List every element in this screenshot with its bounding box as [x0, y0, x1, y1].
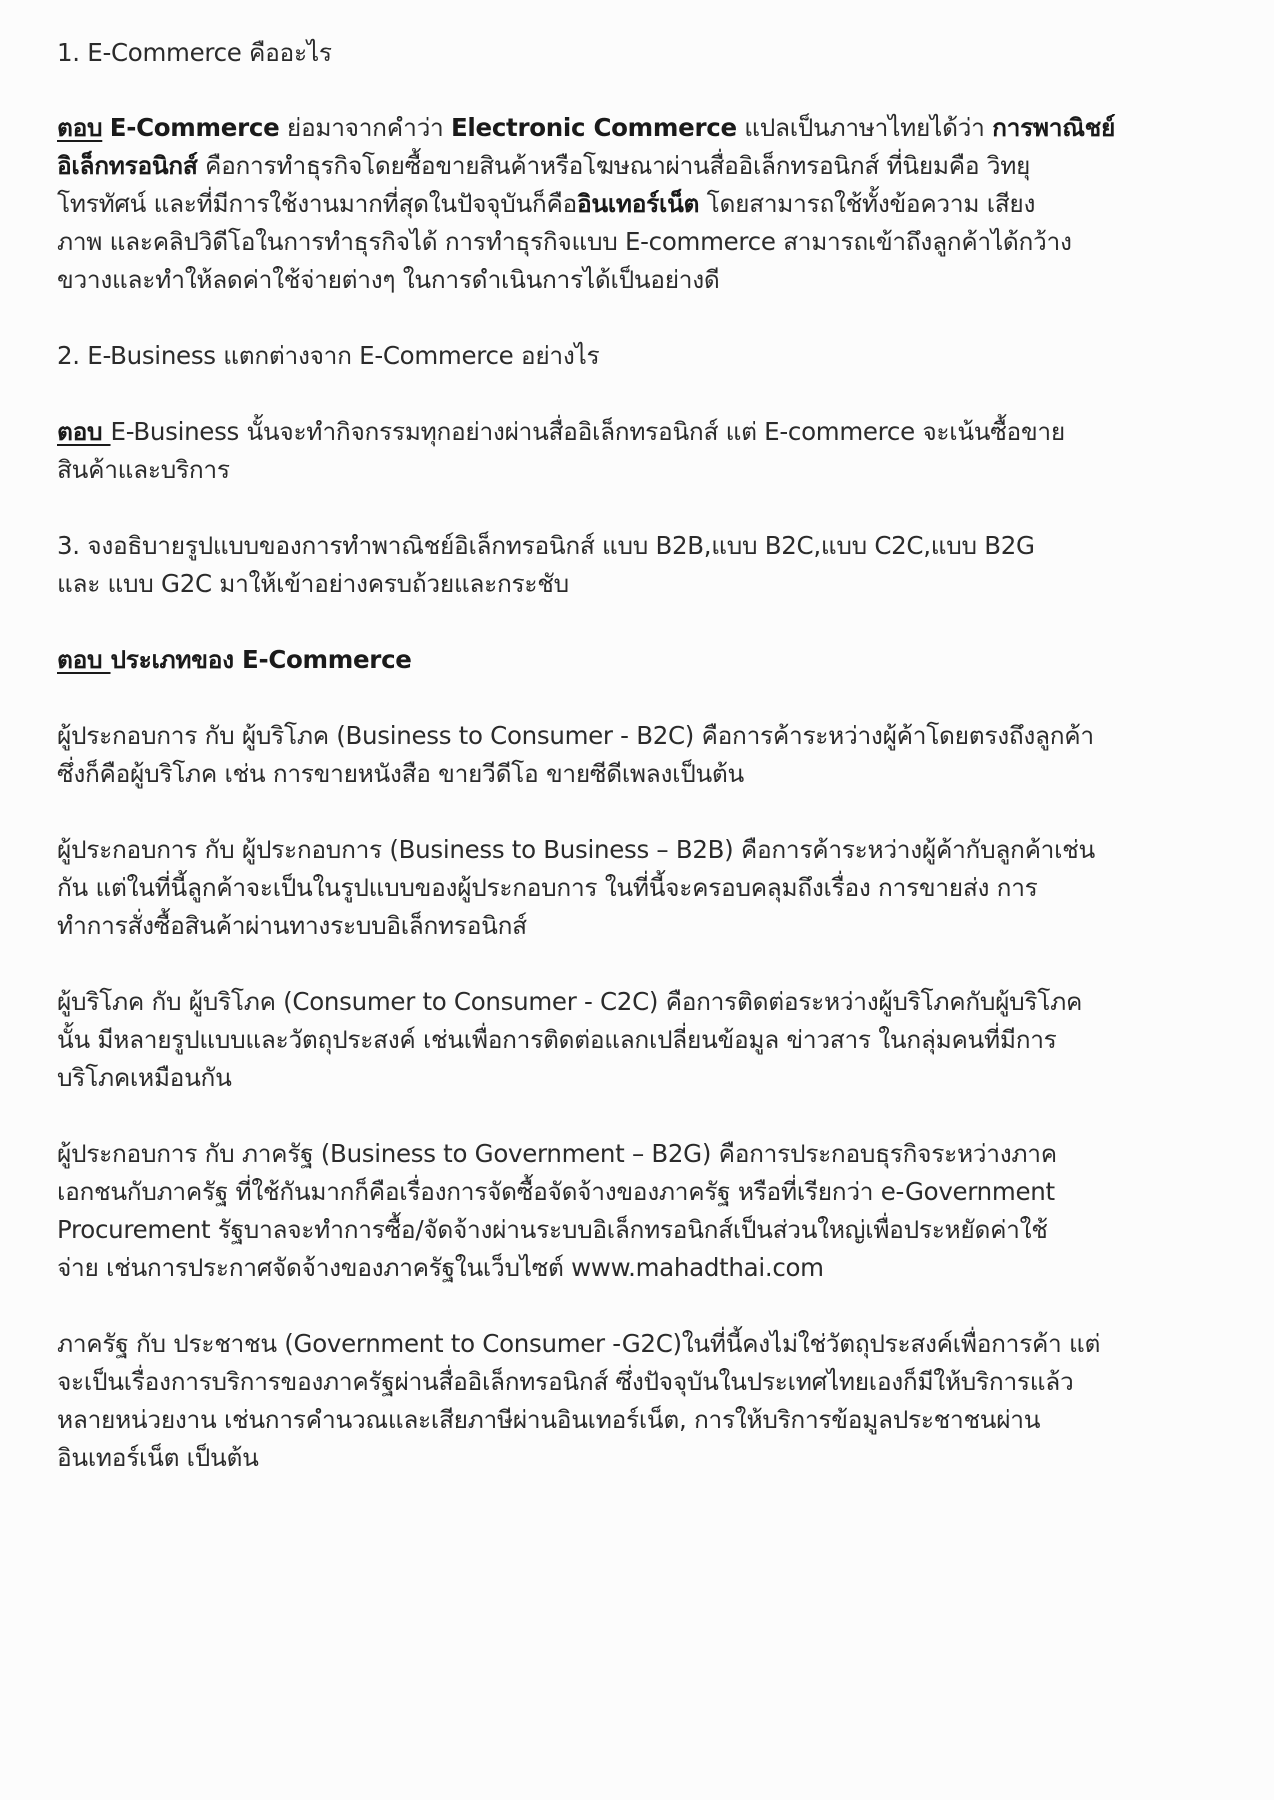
question-1: [57, 34, 332, 72]
term-thai-ecommerce: การพาณิชย์: [992, 113, 1116, 142]
g2c-line-2: จะเป็นเรื่องการบริการของภาครัฐผ่านสื่ออิเล็กทรอนิกส์ ซึ่งปัจจุบันในประเทศไทยเองก็มีให้บริการแล้ว: [57, 1367, 1074, 1396]
answer-label: ตอบ: [57, 417, 111, 446]
b2g-line-3: Procurement รัฐบาลจะทำการซื้อ/จัดจ้างผ่านระบบอิเล็กทรอนิกส์เป็นส่วนใหญ่เพื่อประหยัดค่าใช้: [57, 1215, 1048, 1244]
g2c-line-1: ภาครัฐ กับ ประชาชน (Government to Consumer -G2C)ในที่นี้คงไม่ใช่วัตถุประสงค์เพื่อการค้า แต่: [57, 1329, 1101, 1358]
g2c-line-3: หลายหน่วยงาน เช่นการคำนวณและเสียภาษีผ่านอินเทอร์เน็ต, การให้บริการข้อมูลประชาชนผ่าน: [57, 1405, 1041, 1434]
answer-2-line-2: สินค้าและบริการ: [57, 455, 230, 484]
text: แปลเป็นภาษาไทยได้ว่า: [736, 113, 993, 142]
text: โดยสามารถใช้ทั้งข้อความ เสียง: [699, 189, 1036, 218]
b2b-line-2: กัน แต่ในที่นี้ลูกค้าจะเป็นในรูปแบบของผู้ประกอบการ ในที่นี้จะครอบคลุมถึงเรื่อง การขายส่ง การ: [57, 873, 1038, 902]
question-3-line-2: และ แบบ G2C มาให้เข้าอย่างครบถ้วยและกระชับ: [57, 569, 569, 598]
answer-1-line-3: [57, 185, 1035, 223]
term-electronics: อิเล็กทรอนิกส์: [57, 151, 198, 180]
b2g-line-4: จ่าย เช่นการประกาศจัดจ้างของภาครัฐในเว็บไซต์ www.mahadthai.com: [57, 1253, 824, 1282]
term-ecommerce: E-Commerce: [109, 113, 280, 142]
c2c-line-3: บริโภคเหมือนกัน: [57, 1063, 232, 1092]
text: ย่อมาจากคำว่า: [279, 113, 451, 142]
answer-3-title: ประเภทของ E-Commerce: [110, 645, 412, 674]
answer-1-line-5: ขวางและทำให้ลดค่าใช้จ่ายต่างๆ ในการดำเนินการได้เป็นอย่างดี: [57, 265, 720, 294]
b2c-line-2: ซึ่งก็คือผู้บริโภค เช่น การขายหนังสือ ขายวีดีโอ ขายซีดีเพลงเป็นต้น: [57, 759, 744, 788]
answer-1-line-1: [57, 109, 1115, 147]
answer-1-line-2: [57, 147, 1030, 185]
b2g-line-1: ผู้ประกอบการ กับ ภาครัฐ (Business to Government – B2G) คือการประกอบธุรกิจระหว่างภาค: [57, 1139, 1057, 1168]
text: โทรทัศน์ และที่มีการใช้งานมากที่สุดในปัจจุบันก็คือ: [57, 189, 577, 218]
b2b-line-1: ผู้ประกอบการ กับ ผู้ประกอบการ (Business to Business – B2B) คือการค้าระหว่างผู้ค้ากับลูกค้าเช่น: [57, 835, 1095, 864]
g2c-line-4: อินเทอร์เน็ต เป็นต้น: [57, 1443, 259, 1472]
question-1-text: 1. E-Commerce คืออะไร: [57, 38, 332, 67]
answer-2-line-1: [57, 413, 1065, 451]
question-3-line-1: 3. จงอธิบายรูปแบบของการทำพาณิชย์อิเล็กทรอนิกส์ แบบ B2B,แบบ B2C,แบบ C2C,แบบ B2G: [57, 531, 1035, 560]
b2c-line-1: ผู้ประกอบการ กับ ผู้บริโภค (Business to Consumer - B2C) คือการค้าระหว่างผู้ค้าโดยตรงถึงลูกค้า: [57, 721, 1094, 750]
term-internet: อินเทอร์เน็ต: [576, 189, 700, 218]
c2c-line-2: นั้น มีหลายรูปแบบและวัตถุประสงค์ เช่นเพื่อการติดต่อแลกเปลี่ยนข้อมูล ข่าวสาร ในกลุ่มคนที่มีการ: [57, 1025, 1057, 1054]
answer-label: ตอบ: [57, 113, 103, 142]
answer-1-line-4: ภาพ และคลิปวิดีโอในการทำธุรกิจได้ การทำธุรกิจแบบ E-commerce สามารถเข้าถึงลูกค้าได้กว้าง: [57, 227, 1072, 256]
term-electronic-commerce: Electronic Commerce: [450, 113, 737, 142]
question-2: 2. E-Business แตกต่างจาก E-Commerce อย่างไร: [57, 341, 600, 370]
c2c-line-1: ผู้บริโภค กับ ผู้บริโภค (Consumer to Consumer - C2C) คือการติดต่อระหว่างผู้บริโภคกับผู้บริโภค: [57, 987, 1083, 1016]
answer-label: ตอบ: [57, 645, 111, 674]
text: คือการทำธุรกิจโดยซื้อขายสินค้าหรือโฆษณาผ่านสื่ออิเล็กทรอนิกส์ ที่นิยมคือ วิทยุ: [197, 151, 1031, 180]
text: E-Business นั้นจะทำกิจกรรมทุกอย่างผ่านสื่ออิเล็กทรอนิกส์ แต่ E-commerce จะเน้นซื้อขาย: [110, 417, 1065, 446]
b2g-line-2: เอกชนกับภาครัฐ ที่ใช้กันมากก็คือเรื่องการจัดซื้อจัดจ้างของภาครัฐ หรือที่เรียกว่า e-Government: [57, 1177, 1055, 1206]
b2b-line-3: ทำการสั่งซื้อสินค้าผ่านทางระบบอิเล็กทรอนิกส์: [57, 911, 527, 940]
answer-3-heading: [57, 641, 412, 679]
